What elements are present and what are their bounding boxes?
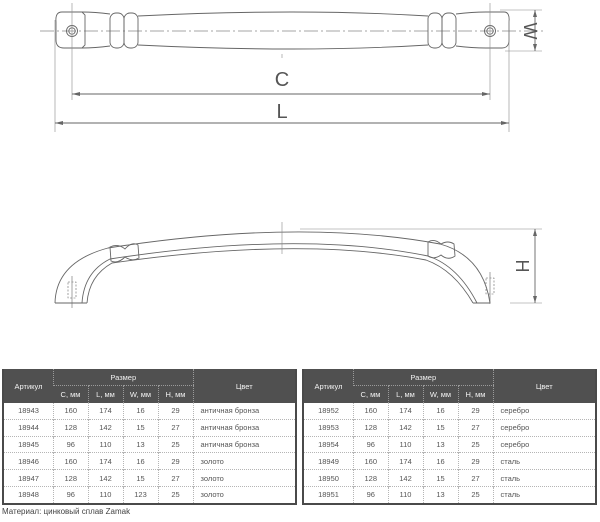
cell-color: серебро (493, 419, 595, 436)
header-c: C, мм (354, 386, 389, 404)
cell-h: 25 (158, 436, 193, 453)
cell-h: 25 (458, 436, 493, 453)
cell-c: 160 (354, 403, 389, 419)
table-row (304, 419, 595, 436)
cell-article: 18945 (4, 436, 54, 453)
cell-w: 15 (423, 419, 458, 436)
table-row (4, 419, 295, 436)
cell-c: 128 (54, 470, 89, 487)
cell-c: 96 (54, 486, 89, 502)
dimension-label-h: H (512, 259, 532, 273)
cell-h: 25 (458, 486, 493, 502)
table-row (4, 486, 295, 502)
cell-w: 13 (423, 436, 458, 453)
table-row (304, 436, 595, 453)
cell-color: серебро (493, 436, 595, 453)
cell-w: 16 (123, 453, 158, 470)
cell-article: 18949 (304, 453, 354, 470)
header-h: H, мм (158, 386, 193, 404)
cell-l: 142 (388, 419, 423, 436)
cell-color: сталь (493, 470, 595, 487)
cell-article: 18943 (18, 406, 39, 416)
cell-color: античная бронза (193, 403, 295, 419)
cell-color: сталь (493, 486, 595, 502)
cell-color: античная бронза (193, 419, 295, 436)
cell-article: 18953 (304, 419, 354, 436)
cell-c: 128 (54, 419, 89, 436)
cell-h: 27 (458, 419, 493, 436)
cell-l: 110 (388, 486, 423, 502)
cell-color: золото (193, 470, 295, 487)
cell-c: 128 (354, 419, 389, 436)
cell-w: 15 (123, 419, 158, 436)
cell-l: 142 (88, 470, 123, 487)
header-color: Цвет (193, 369, 295, 403)
cell-l: 142 (88, 419, 123, 436)
cell-color: сталь (493, 453, 595, 470)
cell-w: 15 (123, 470, 158, 487)
cell-h: 25 (158, 486, 193, 502)
table-row (304, 486, 595, 502)
cell-c: 160 (54, 453, 89, 470)
cell-color: античная бронза (193, 436, 295, 453)
cell-w: 16 (423, 453, 458, 470)
table-row (304, 470, 595, 487)
cell-h: 27 (458, 470, 493, 487)
table-row (304, 403, 595, 419)
header-h: H, мм (458, 386, 493, 404)
cell-c: 160 (354, 453, 389, 470)
dimension-label-l: L (276, 101, 288, 123)
cell-h: 29 (158, 403, 193, 419)
header-size-group: Размер (54, 369, 194, 386)
header-w: W, мм (123, 386, 158, 404)
cell-article: 18948 (4, 486, 54, 502)
cell-c: 96 (354, 436, 389, 453)
table-row (4, 470, 295, 487)
cell-c: 96 (54, 436, 89, 453)
table-row (4, 453, 295, 470)
header-size-group: Размер (354, 369, 494, 386)
material-footnote: Материал: цинковый сплав Zamak (2, 507, 131, 516)
cell-c: 160 (54, 403, 89, 419)
spec-table-left (2, 369, 297, 505)
cell-article: 18954 (304, 436, 354, 453)
cell-h: 27 (158, 419, 193, 436)
cell-l: 174 (388, 403, 423, 419)
cell-color: золото (193, 453, 295, 470)
dimension-label-c: C (274, 69, 290, 91)
cell-l: 110 (388, 436, 423, 453)
cell-color: серебро (493, 403, 595, 419)
cell-w: 16 (123, 403, 158, 419)
cell-h: 29 (458, 403, 493, 419)
cell-w: 16 (423, 403, 458, 419)
cell-w: 13 (423, 486, 458, 502)
cell-h: 29 (458, 453, 493, 470)
side-view (55, 222, 542, 308)
table-row (4, 436, 295, 453)
table-row (304, 453, 595, 470)
cell-h: 27 (158, 470, 193, 487)
header-l: L, мм (388, 386, 423, 404)
header-l: L, мм (88, 386, 123, 404)
cell-w: 123 (123, 486, 158, 502)
header-c: C, мм (54, 386, 89, 404)
header-w: W, мм (423, 386, 458, 404)
cell-c: 96 (354, 486, 389, 502)
cell-c: 128 (354, 470, 389, 487)
cell-l: 110 (88, 486, 123, 502)
header-article: Артикул (304, 369, 354, 403)
cell-l: 110 (88, 436, 123, 453)
cell-color: золото (193, 486, 295, 502)
cell-article: 18950 (304, 470, 354, 487)
cell-article: 18946 (4, 453, 54, 470)
table-row (4, 403, 295, 419)
cell-article: 18951 (304, 486, 354, 502)
top-view (40, 3, 545, 132)
cell-l: 174 (88, 453, 123, 470)
cell-l: 174 (388, 453, 423, 470)
cell-w: 13 (123, 436, 158, 453)
cell-h: 29 (158, 453, 193, 470)
cell-w: 15 (423, 470, 458, 487)
cell-article: 18947 (4, 470, 54, 487)
cell-l: 142 (388, 470, 423, 487)
header-article: Артикул (4, 369, 54, 403)
cell-article: 18952 (318, 406, 339, 416)
cell-l: 174 (88, 403, 123, 419)
spec-table-right (302, 369, 597, 505)
cell-article: 18944 (4, 419, 54, 436)
dimension-label-w: W (520, 22, 540, 40)
header-color: Цвет (493, 369, 595, 403)
